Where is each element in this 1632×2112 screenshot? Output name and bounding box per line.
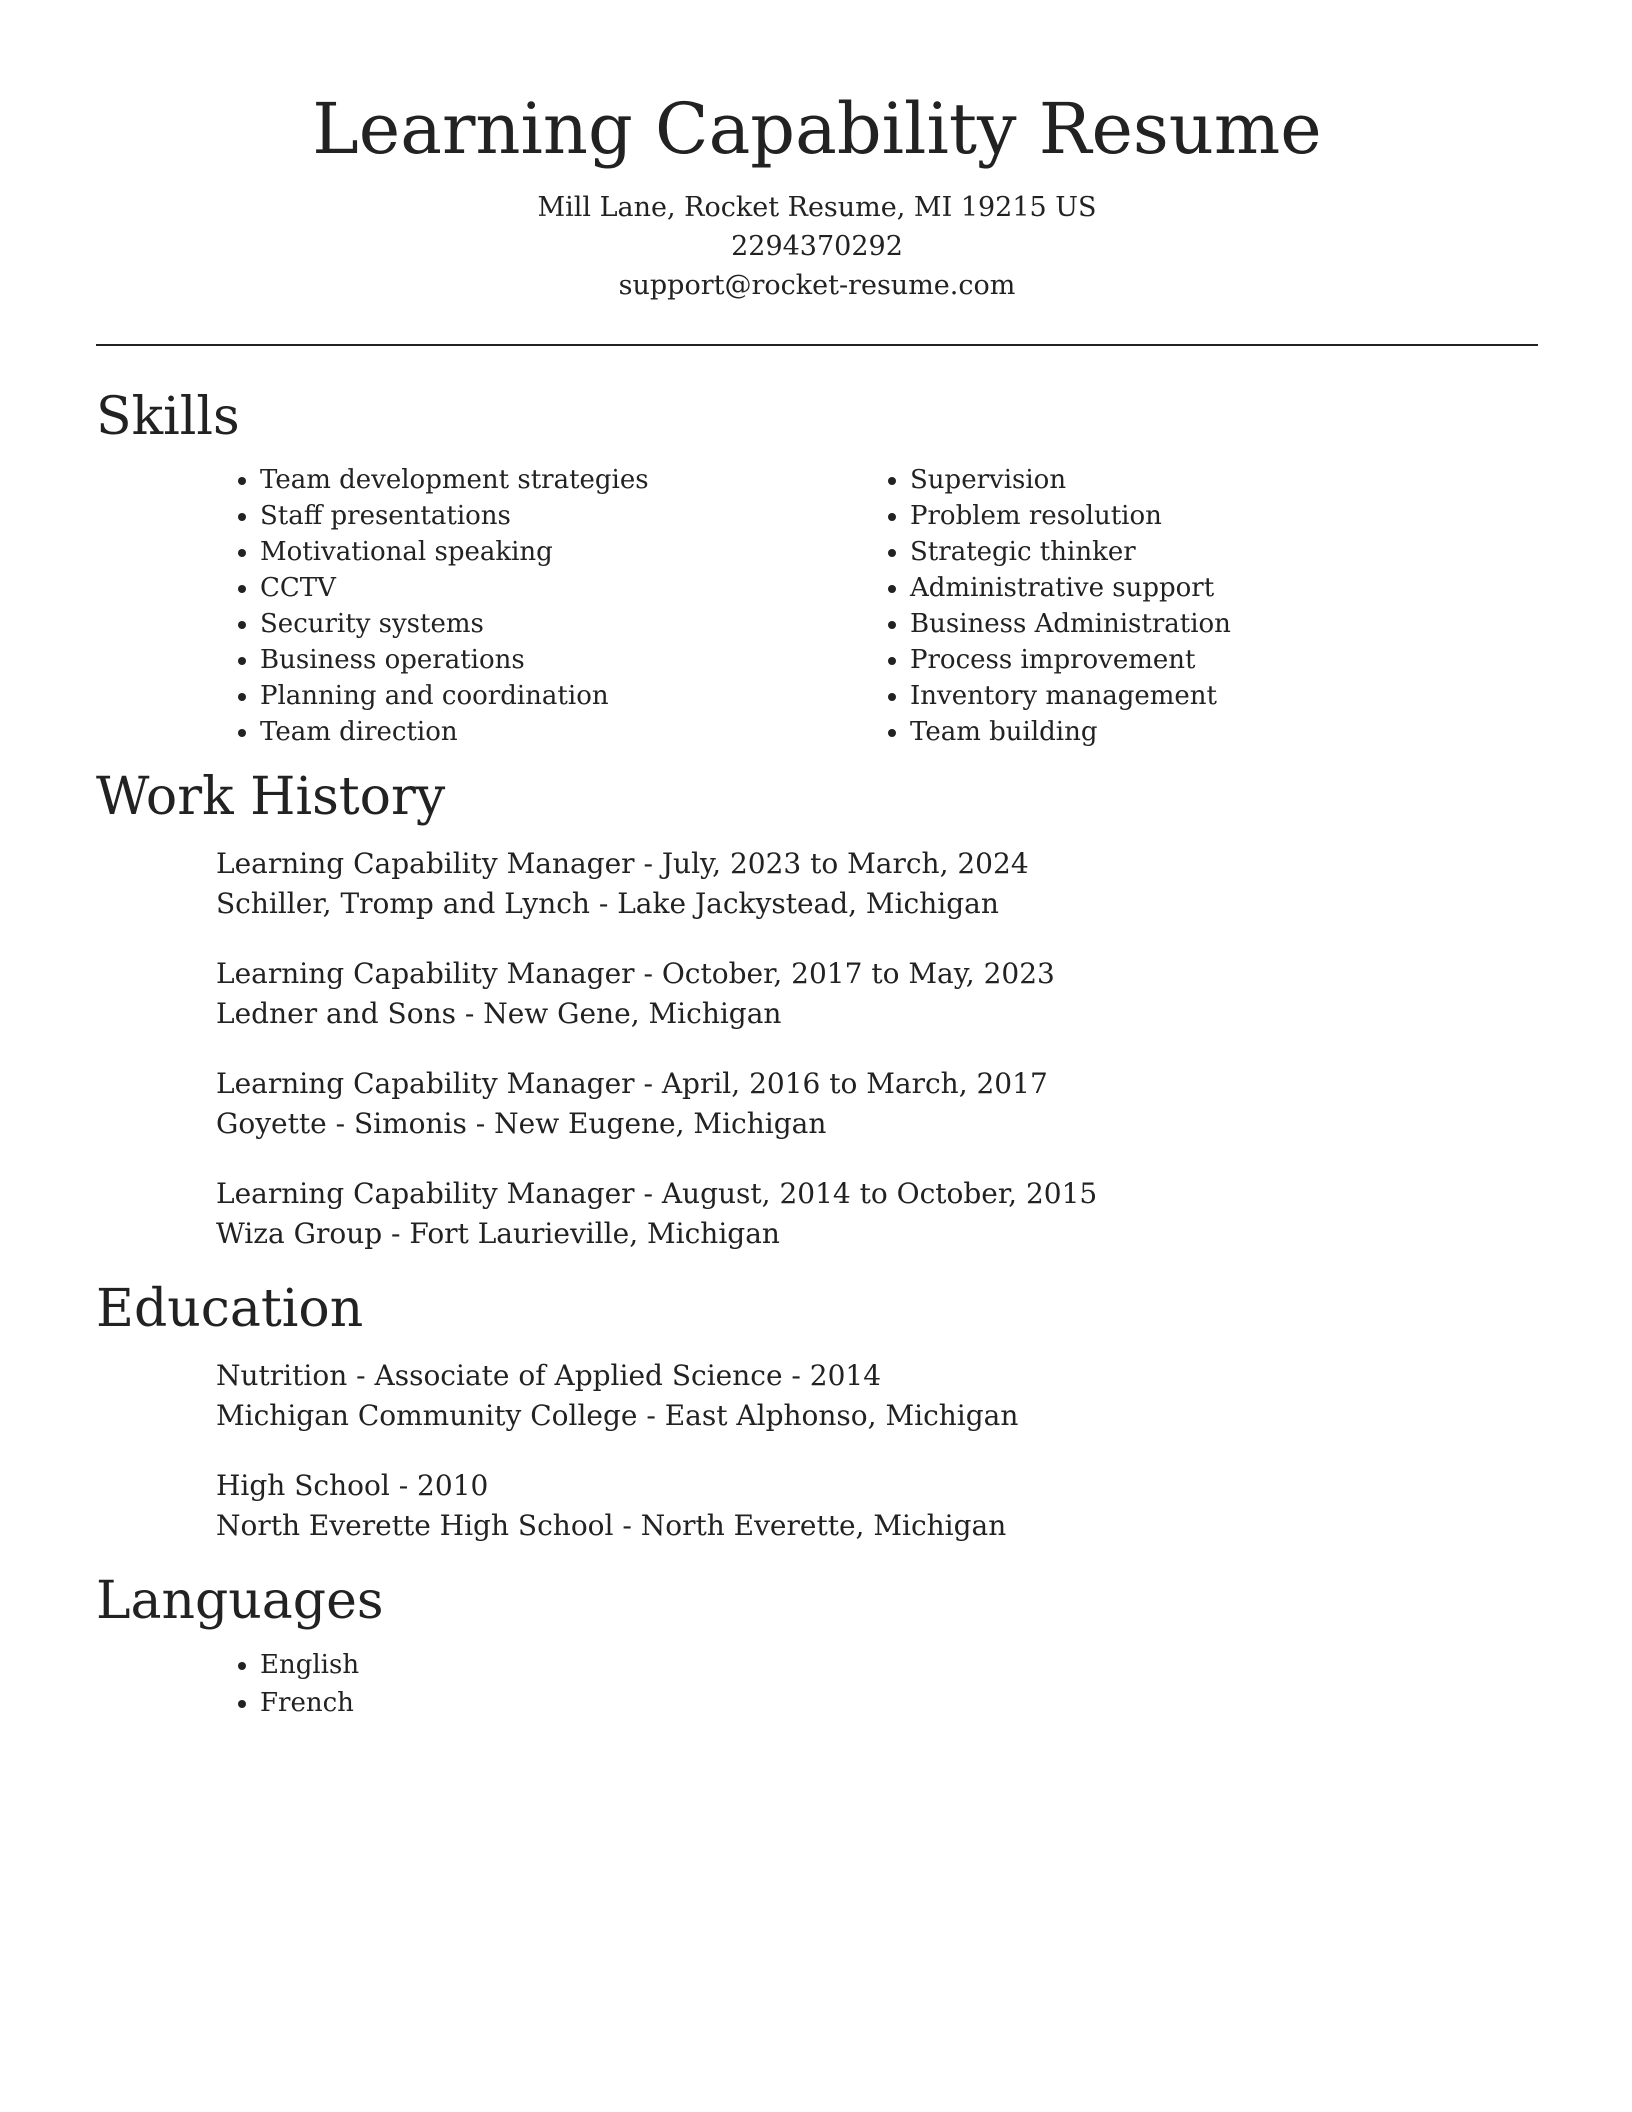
header-divider — [96, 344, 1538, 346]
skill-item: • Problem resolution — [910, 498, 1410, 534]
company-location: - Fort Laurieville, Michigan — [382, 1217, 780, 1250]
job-dates: - April, 2016 to March, 2017 — [634, 1067, 1048, 1100]
job-dates: - July, 2023 to March, 2024 — [634, 847, 1029, 880]
education-entry — [216, 1356, 1538, 1436]
resume-page — [96, 0, 1538, 1722]
skill-item: • Staff presentations — [260, 498, 746, 534]
skills-list — [96, 462, 1538, 750]
skill-item: • Business operations — [260, 642, 746, 678]
language-item: • French — [260, 1684, 1538, 1722]
education-entry — [216, 1466, 1538, 1546]
contact-block — [96, 188, 1538, 305]
skills-column-left — [96, 462, 746, 750]
work-entry — [216, 1174, 1538, 1254]
work-entry — [216, 954, 1538, 1034]
job-title: Learning Capability Manager — [216, 847, 635, 880]
skill-item: • Process improvement — [910, 642, 1410, 678]
skill-item: • Business Administration — [910, 606, 1410, 642]
languages-heading: Languages — [96, 1571, 384, 1631]
job-title: Learning Capability Manager — [216, 1067, 635, 1100]
work-entry — [216, 844, 1538, 924]
job-title: Learning Capability Manager — [216, 957, 635, 990]
resume-title: Learning Capability Resume — [312, 88, 1322, 170]
skills-heading: Skills — [96, 387, 240, 447]
skill-item: • Team building — [910, 714, 1410, 750]
job-dates: - August, 2014 to October, 2015 — [634, 1177, 1098, 1210]
languages-list — [96, 1646, 1538, 1722]
skill-item: • CCTV — [260, 570, 746, 606]
company-name: Wiza Group — [216, 1217, 383, 1250]
skill-item: • Strategic thinker — [910, 534, 1410, 570]
skill-item: • Inventory management — [910, 678, 1410, 714]
degree-year: - 2010 — [389, 1469, 489, 1502]
phone: 2294370292 — [731, 231, 903, 262]
language-item: • English — [260, 1646, 1538, 1684]
education-list — [96, 1356, 1538, 1546]
company-name: Ledner and Sons — [216, 997, 456, 1030]
company-name: Goyette - Simonis — [216, 1107, 467, 1140]
school-name: Michigan Community College — [216, 1399, 638, 1432]
work-history-heading: Work History — [96, 767, 446, 827]
skill-item: • Planning and coordination — [260, 678, 746, 714]
company-name: Schiller, Tromp and Lynch — [216, 887, 590, 920]
job-dates: - October, 2017 to May, 2023 — [634, 957, 1055, 990]
skill-item: • Motivational speaking — [260, 534, 746, 570]
company-location: - New Gene, Michigan — [455, 997, 782, 1030]
company-location: - New Eugene, Michigan — [466, 1107, 827, 1140]
education-heading: Education — [96, 1279, 364, 1339]
skill-item: • Supervision — [910, 462, 1410, 498]
address: Mill Lane, Rocket Resume, MI 19215 US — [537, 192, 1097, 223]
skill-item: • Team development strategies — [260, 462, 746, 498]
work-history-list — [96, 844, 1538, 1254]
school-location: - East Alphonso, Michigan — [637, 1399, 1019, 1432]
job-title: Learning Capability Manager — [216, 1177, 635, 1210]
work-entry — [216, 1064, 1538, 1144]
degree-title: Nutrition - Associate of Applied Science — [216, 1359, 783, 1392]
school-name: North Everette High School — [216, 1509, 614, 1542]
skill-item: • Team direction — [260, 714, 746, 750]
company-location: - Lake Jackystead, Michigan — [589, 887, 999, 920]
degree-year: - 2014 — [782, 1359, 882, 1392]
degree-title: High School — [216, 1469, 390, 1502]
skills-column-right — [746, 462, 1410, 750]
email: support@rocket-resume.com — [618, 270, 1016, 301]
school-location: - North Everette, Michigan — [613, 1509, 1007, 1542]
skill-item: • Administrative support — [910, 570, 1410, 606]
skill-item: • Security systems — [260, 606, 746, 642]
